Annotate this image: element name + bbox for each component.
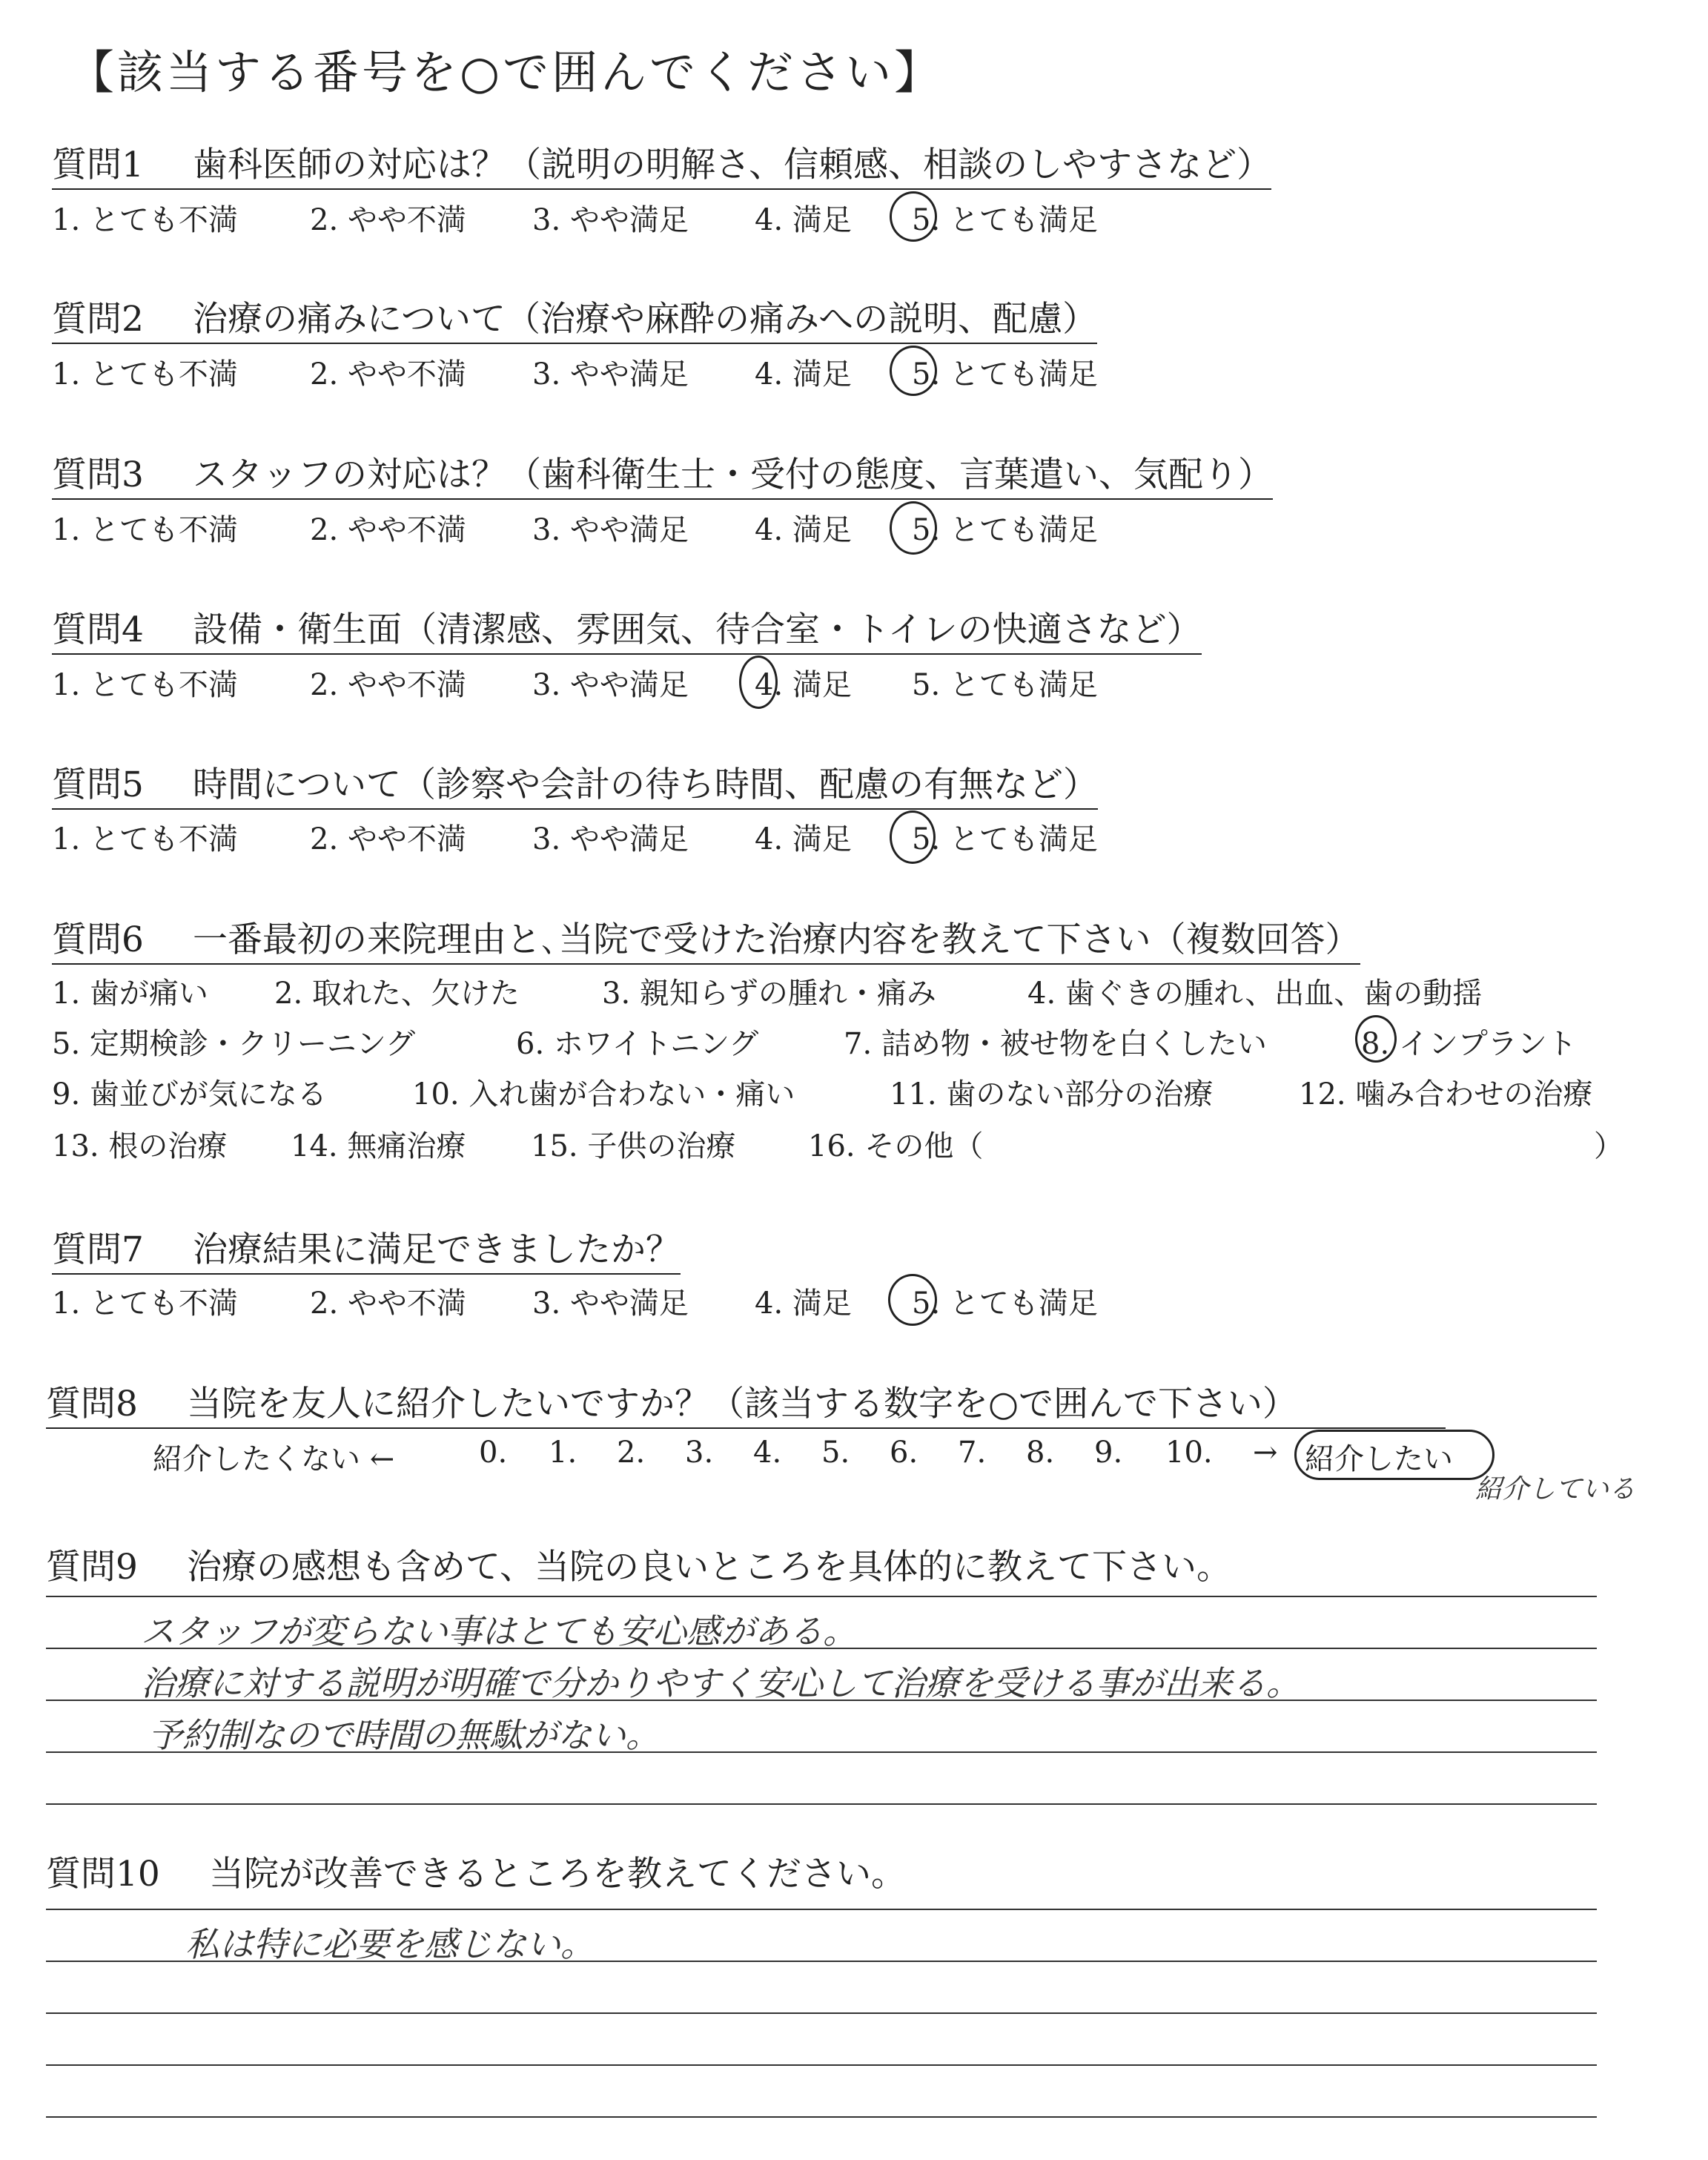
q8-number-0[interactable]: 0.: [479, 1436, 508, 1470]
question-1-options: [0, 196, 1708, 241]
question-1-text: 歯科医師の対応は？（説明の明解さ、信頼感、相談のしやすさなど）: [193, 145, 1272, 185]
q10-line-1: [46, 1909, 1597, 1910]
question-9-text: 治療の感想も含めて、当院の良いところを具体的に教えて下さい。: [187, 1547, 1232, 1588]
q3-option-4[interactable]: 4. 満足: [755, 513, 852, 547]
q9-line-1: [46, 1596, 1597, 1597]
q5-selection-circle: [890, 810, 936, 864]
q8-right-arrow: →: [1253, 1436, 1278, 1470]
q2-option-1[interactable]: 1. とても不満: [52, 357, 238, 392]
question-1-number: 質問1: [52, 145, 144, 185]
question-7-number: 質問7: [52, 1229, 144, 1270]
q8-number-8[interactable]: 8.: [1026, 1436, 1055, 1470]
q6-option-3[interactable]: 3. 親知らずの腫れ・痛み: [602, 977, 936, 1011]
q1-selection-circle: [890, 191, 937, 242]
question-3-text: スタッフの対応は？（歯科衛生士・受付の態度、言葉遣い、気配り）: [193, 455, 1273, 495]
q3-option-3[interactable]: 3. やや満足: [532, 513, 689, 547]
question-8-text: 当院を友人に紹介したいですか？（該当する数字を○で囲んで下さい）: [187, 1384, 1298, 1424]
question-3-number: 質問3: [52, 455, 144, 495]
q6-option-5[interactable]: 5. 定期検診・クリーニング: [52, 1027, 416, 1061]
q8-number-9[interactable]: 9.: [1094, 1436, 1123, 1470]
q8-selection-oval: [1294, 1430, 1494, 1480]
q6-option-16[interactable]: 16. その他（: [808, 1129, 984, 1163]
question-9-title: [46, 1539, 1231, 1589]
q10-answer-line-1: 私は特に必要を感じない。: [185, 1924, 595, 1964]
question-7-text: 治療結果に満足できましたか？: [193, 1229, 681, 1270]
q5-option-1[interactable]: 1. とても不満: [52, 822, 238, 856]
q7-selection-circle: [888, 1274, 937, 1326]
question-8-title: [46, 1376, 1446, 1429]
q8-number-4[interactable]: 4.: [753, 1436, 782, 1470]
question-2-text: 治療の痛みについて（治療や麻酔の痛みへの説明、配慮）: [193, 299, 1098, 340]
q1-option-2[interactable]: 2. やや不満: [310, 203, 466, 237]
q8-number-2[interactable]: 2.: [617, 1436, 646, 1470]
q1-option-3[interactable]: 3. やや満足: [532, 203, 689, 237]
q5-option-5[interactable]: 5. とても満足: [912, 822, 1098, 856]
q6-option-7[interactable]: 7. 詰め物・被せ物を白くしたい: [844, 1027, 1267, 1061]
q9-line-5: [46, 1803, 1597, 1805]
question-6-title: [52, 912, 1360, 965]
question-10-text: 当院が改善できるところを教えてください。: [209, 1854, 906, 1895]
q7-option-4[interactable]: 4. 満足: [755, 1287, 852, 1321]
q3-option-1[interactable]: 1. とても不満: [52, 513, 238, 547]
q8-number-3[interactable]: 3.: [685, 1436, 714, 1470]
question-2-title: [52, 291, 1097, 344]
q8-number-7[interactable]: 7.: [958, 1436, 987, 1470]
q3-selection-circle: [890, 501, 937, 555]
q5-option-4[interactable]: 4. 満足: [755, 822, 852, 856]
q9-answer-line-2: 治療に対する説明が明確で分かりやすく安心して治療を受ける事が出来る。: [141, 1663, 1300, 1703]
q10-line-3: [46, 2012, 1597, 2014]
q5-option-2[interactable]: 2. やや不満: [310, 822, 466, 856]
q7-option-5[interactable]: 5. とても満足: [912, 1287, 1098, 1321]
question-4-number: 質問4: [52, 610, 144, 650]
question-5-number: 質問5: [52, 764, 144, 805]
q8-right-label[interactable]: 紹介したい: [1305, 1442, 1453, 1476]
question-3-title: [52, 447, 1273, 500]
q8-number-5[interactable]: 5.: [821, 1436, 850, 1470]
question-6-number: 質問6: [52, 919, 144, 960]
q3-option-2[interactable]: 2. やや不満: [310, 513, 466, 547]
q8-handwritten-note: 紹介している: [1475, 1474, 1636, 1505]
question-4-text: 設備・衛生面（清潔感、雰囲気、待合室・トイレの快適さなど）: [193, 610, 1202, 650]
q1-option-1[interactable]: 1. とても不満: [52, 203, 238, 237]
q6-option-15[interactable]: 15. 子供の治療: [531, 1129, 736, 1163]
q8-number-1[interactable]: 1.: [549, 1436, 577, 1470]
q6-option-11[interactable]: 11. 歯のない部分の治療: [890, 1077, 1214, 1112]
q8-left-label: 紹介したくない ←: [153, 1442, 395, 1476]
q6-option-1[interactable]: 1. 歯が痛い: [52, 977, 208, 1011]
q4-option-4[interactable]: 4. 満足: [755, 668, 852, 702]
question-6-text: 一番最初の来院理由と､当院で受けた治療内容を教えて下さい（複数回答）: [193, 919, 1360, 960]
q9-answer-line-3: 予約制なので時間の無駄がない。: [148, 1715, 660, 1755]
q1-option-4[interactable]: 4. 満足: [755, 203, 852, 237]
q6-option-8[interactable]: 8. インプラント: [1361, 1027, 1577, 1061]
question-6-row-4: [0, 1123, 1708, 1167]
q2-option-4[interactable]: 4. 満足: [755, 357, 852, 392]
page-heading: 【該当する番号を○で囲んでください】: [68, 45, 944, 99]
q10-line-5: [46, 2116, 1597, 2118]
q5-option-3[interactable]: 3. やや満足: [532, 822, 689, 856]
question-8-number: 質問8: [46, 1384, 138, 1424]
q6-option-2[interactable]: 2. 取れた、欠けた: [274, 977, 520, 1011]
q4-selection-circle: [739, 655, 778, 709]
q7-option-3[interactable]: 3. やや満足: [532, 1287, 689, 1321]
q6-option-4[interactable]: 4. 歯ぐきの腫れ、出血、歯の動揺: [1027, 977, 1483, 1011]
q2-selection-circle: [890, 346, 937, 396]
q6-other-close-paren: ）: [1594, 1129, 1623, 1163]
q10-line-4: [46, 2064, 1597, 2066]
q9-answer-line-1: スタッフが変らない事はとても安心感がある。: [141, 1611, 857, 1651]
question-6-row-1: [0, 970, 1708, 1014]
question-3-options: [0, 506, 1708, 551]
q7-option-2[interactable]: 2. やや不満: [310, 1287, 466, 1321]
question-5-text: 時間について（診察や会計の待ち時間、配慮の有無など）: [193, 764, 1099, 805]
q4-option-5[interactable]: 5. とても満足: [912, 668, 1098, 702]
q4-option-3[interactable]: 3. やや満足: [532, 668, 689, 702]
question-10-number: 質問10: [46, 1854, 160, 1895]
q6-option-6[interactable]: 6. ホワイトニング: [516, 1027, 759, 1061]
q2-option-2[interactable]: 2. やや不満: [310, 357, 466, 392]
q4-option-2[interactable]: 2. やや不満: [310, 668, 466, 702]
question-4-title: [52, 602, 1202, 655]
q7-option-1[interactable]: 1. とても不満: [52, 1287, 238, 1321]
q2-option-5[interactable]: 5. とても満足: [912, 357, 1098, 392]
question-1-title: [52, 137, 1271, 190]
q8-number-6[interactable]: 6.: [890, 1436, 918, 1470]
question-2-options: [0, 351, 1708, 395]
q6-option-10[interactable]: 10. 入れ歯が合わない・痛い: [412, 1077, 795, 1112]
question-7-options: [0, 1280, 1708, 1324]
q6-option-12[interactable]: 12. 噛み合わせの治療: [1299, 1077, 1593, 1112]
q6-selection-circle: [1355, 1015, 1397, 1063]
question-2-number: 質問2: [52, 299, 144, 340]
q6-option-9[interactable]: 9. 歯並びが気になる: [52, 1077, 327, 1112]
q3-option-5[interactable]: 5. とても満足: [912, 513, 1098, 547]
question-7-title: [52, 1222, 681, 1275]
q6-option-13[interactable]: 13. 根の治療: [52, 1129, 228, 1163]
question-4-options: [0, 661, 1708, 706]
q4-option-1[interactable]: 1. とても不満: [52, 668, 238, 702]
question-9-number: 質問9: [46, 1547, 138, 1588]
question-5-title: [52, 757, 1098, 810]
question-6-row-2: [0, 1020, 1708, 1065]
q8-number-10[interactable]: 10.: [1165, 1436, 1213, 1470]
question-6-row-3: [0, 1071, 1708, 1115]
q2-option-3[interactable]: 3. やや満足: [532, 357, 689, 392]
question-5-options: [0, 816, 1708, 860]
q6-option-14[interactable]: 14. 無痛治療: [291, 1129, 466, 1163]
q1-option-5[interactable]: 5. とても満足: [912, 203, 1098, 237]
question-10-title: [46, 1846, 906, 1896]
